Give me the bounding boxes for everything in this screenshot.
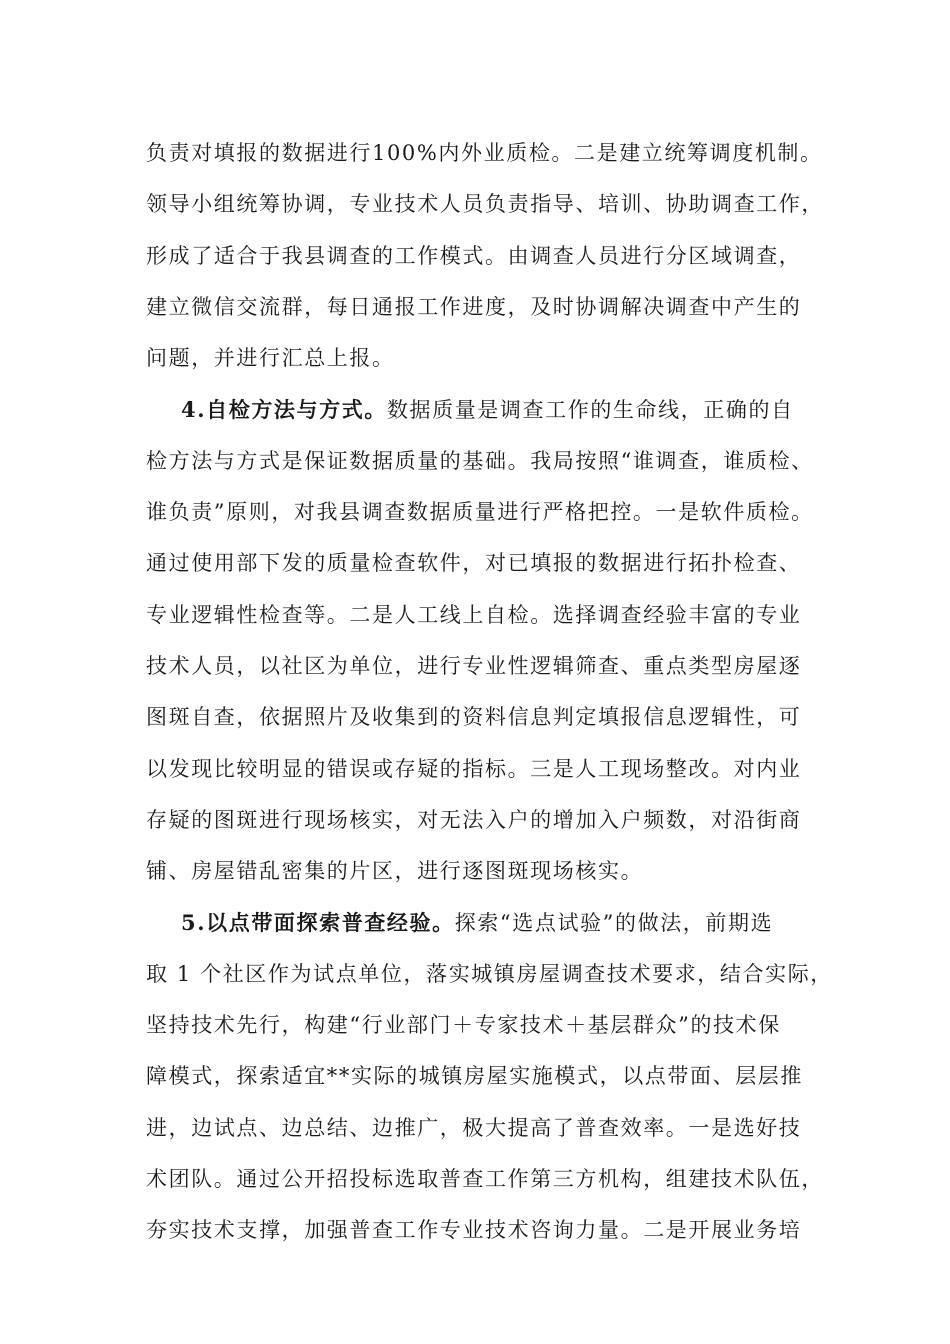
text-line: 进，边试点、边总结、边推广，极大提高了普查效率。一是选好技 bbox=[146, 1115, 802, 1140]
text-line: 检方法与方式是保证数据质量的基础。我局按照“谁调查，谁质检、 bbox=[146, 448, 814, 473]
text-line: 以发现比较明显的错误或存疑的指标。三是人工现场整改。对内业 bbox=[146, 756, 802, 781]
text-line: 建立微信交流群，每日通报工作进度，及时协调解决调查中产生的 bbox=[146, 294, 802, 319]
paragraph-pilot-experience bbox=[146, 897, 833, 1256]
section-heading-5: 5.以点带面探索普查经验。 bbox=[181, 910, 455, 936]
text-line: 图斑自查，依据照片及收集到的资料信息判定填报信息逻辑性，可 bbox=[146, 705, 802, 730]
text-line: 通过使用部下发的质量检查软件，对已填报的数据进行拓扑检查、 bbox=[146, 551, 802, 576]
text-line: 负责对填报的数据进行100%内外业质检。二是建立统筹调度机制。 bbox=[146, 141, 823, 165]
text-run: 数据质量是调查工作的生命线，正确的自 bbox=[386, 398, 794, 423]
text-line: 专业逻辑性检查等。二是人工线上自检。选择调查经验丰富的专业 bbox=[146, 602, 802, 627]
text-line: 坚持技术先行，构建“行业部门＋专家技术＋基层群众”的技术保 bbox=[146, 1013, 781, 1038]
text-line: 术团队。通过公开招投标选取普查工作第三方机构，组建技术队伍， bbox=[146, 1166, 824, 1191]
text-line: 夯实技术支撑，加强普查工作专业技术咨询力量。二是开展业务培 bbox=[146, 1218, 802, 1243]
paragraph-continuation bbox=[146, 128, 824, 384]
section-heading-4: 4.自检方法与方式。 bbox=[181, 397, 387, 423]
paragraph-self-inspection bbox=[146, 384, 814, 897]
text-line: 形成了适合于我县调查的工作模式。由调查人员进行分区域调查， bbox=[146, 243, 802, 268]
text-line: 取 1 个社区作为试点单位，落实城镇房屋调查技术要求，结合实际， bbox=[146, 961, 833, 986]
text-line: 存疑的图斑进行现场核实，对无法入户的增加入户频数，对沿街商 bbox=[146, 807, 802, 832]
body-text bbox=[146, 128, 833, 1257]
text-line: 谁负责”原则，对我县调查数据质量进行严格把控。一是软件质检。 bbox=[146, 500, 814, 525]
text-line: 领导小组统筹协调，专业技术人员负责指导、培训、协助调查工作， bbox=[146, 192, 824, 217]
text-line: 问题，并进行汇总上报。 bbox=[146, 346, 395, 371]
text-line bbox=[146, 384, 808, 435]
text-line: 铺、房屋错乱密集的片区，进行逐图斑现场核实。 bbox=[146, 859, 644, 884]
text-line: 障模式，探索适宜**实际的城镇房屋实施模式，以点带面、层层推 bbox=[146, 1064, 803, 1089]
text-line: 技术人员，以社区为单位，进行专业性逻辑筛查、重点类型房屋逐 bbox=[146, 653, 802, 678]
text-run: 探索“选点试验”的做法，前期选 bbox=[454, 911, 774, 936]
text-line bbox=[146, 897, 808, 948]
